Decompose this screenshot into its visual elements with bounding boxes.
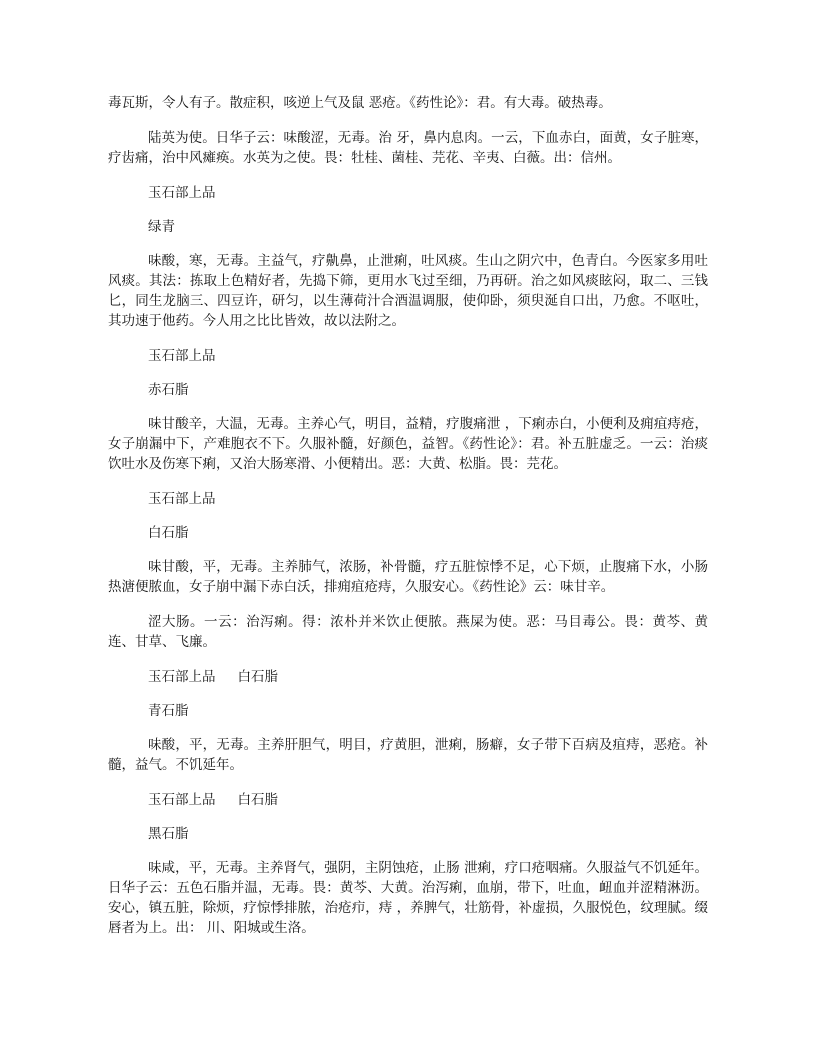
section-heading-sub: 白石脂 <box>237 792 278 808</box>
paragraph: 涩大肠。一云：治泻痢。得：浓朴并米饮止便脓。燕屎为使。恶：马目毒公。畏：黄芩、黄连、甘草、飞廉。 <box>108 614 708 650</box>
entry-title: 白石脂 <box>148 525 189 541</box>
paragraph: 味酸，寒，无毒。主益气，疗鼽鼻，止泄痢，吐风痰。生山之阴穴中，色青白。今医家多用吐风痰。其法：拣取上色精好者，先捣下筛，更用水飞过至细，乃再研。治之如风痰眩闷，取二、三钱匕，同生龙脑三、四豆许，研匀，以生薄荷汁合酒温调服，使仰卧，须臾涎自口出，乃愈。不呕吐，其功速于他药。今人用之比比皆效，故以法附之。 <box>108 253 708 329</box>
entry-title: 赤石脂 <box>148 382 189 398</box>
section-heading-main: 玉石部上品 <box>148 792 216 808</box>
paragraph: 味甘酸，平，无毒。主养肺气，浓肠，补骨髓，疗五脏惊悸不足，心下烦，止腹痛下水，小肠 热溏便脓血，女子崩中漏下赤白沃，排痈疽疮痔，久服安心。《药性论》云：味甘辛。 <box>108 559 708 595</box>
entry-title: 青石脂 <box>148 703 189 719</box>
section-heading <box>148 790 708 810</box>
entry-title: 绿青 <box>148 219 175 235</box>
paragraph: 味咸，平，无毒。主养肾气，强阴，主阴蚀疮，止肠 泄痢，疗口疮咽痛。久服益气不饥延年。日华子云：五色石脂并温，无毒。畏：黄芩、大黄。治泻痢，血崩，带下，吐血，衄血并涩精淋沥。安心，镇五脏，除烦，疗惊悸排脓，治疮疖，痔 ，养脾气，壮筋骨，补虚损，久服悦色，纹理腻。缀唇者为上。出： 川、阳城或生洛。 <box>108 860 708 936</box>
section-heading <box>148 667 708 687</box>
document-body <box>108 93 708 953</box>
paragraph: 味甘酸辛，大温，无毒。主养心气，明目，益精，疗腹痛泄 ，下痢赤白，小便利及痈疽痔疮，女子崩漏中下，产难胞衣不下。久服补髓，好颜色，益智。《药性论》：君。补五脏虚乏。一云：治痰饮吐水及伤寒下痢，又治大肠寒滑、小便精出。恶：大黄、松脂。畏：芫花。 <box>108 416 708 472</box>
section-heading-main: 玉石部上品 <box>148 669 216 685</box>
section-heading: 玉石部上品 <box>148 491 216 507</box>
section-heading-sub: 白石脂 <box>237 669 278 685</box>
paragraph: 陆英为使。日华子云：味酸涩，无毒。治 牙，鼻内息肉。一云，下血赤白，面黄，女子脏寒，疗齿痛，治中风瘫痪。水英为之使。畏：牡桂、菌桂、芫花、辛夷、白薇。出：信州。 <box>108 130 708 166</box>
section-heading: 玉石部上品 <box>148 185 216 201</box>
section-heading: 玉石部上品 <box>148 348 216 364</box>
paragraph: 味酸，平，无毒。主养肝胆气，明目，疗黄胆，泄痢，肠癖，女子带下百病及疽痔，恶疮。补髓，益气。不饥延年。 <box>108 737 708 773</box>
paragraph: 毒瓦斯，令人有子。散症积，咳逆上气及鼠 恶疮。《药性论》：君。有大毒。破热毒。 <box>108 95 612 111</box>
entry-title: 黑石脂 <box>148 826 189 842</box>
